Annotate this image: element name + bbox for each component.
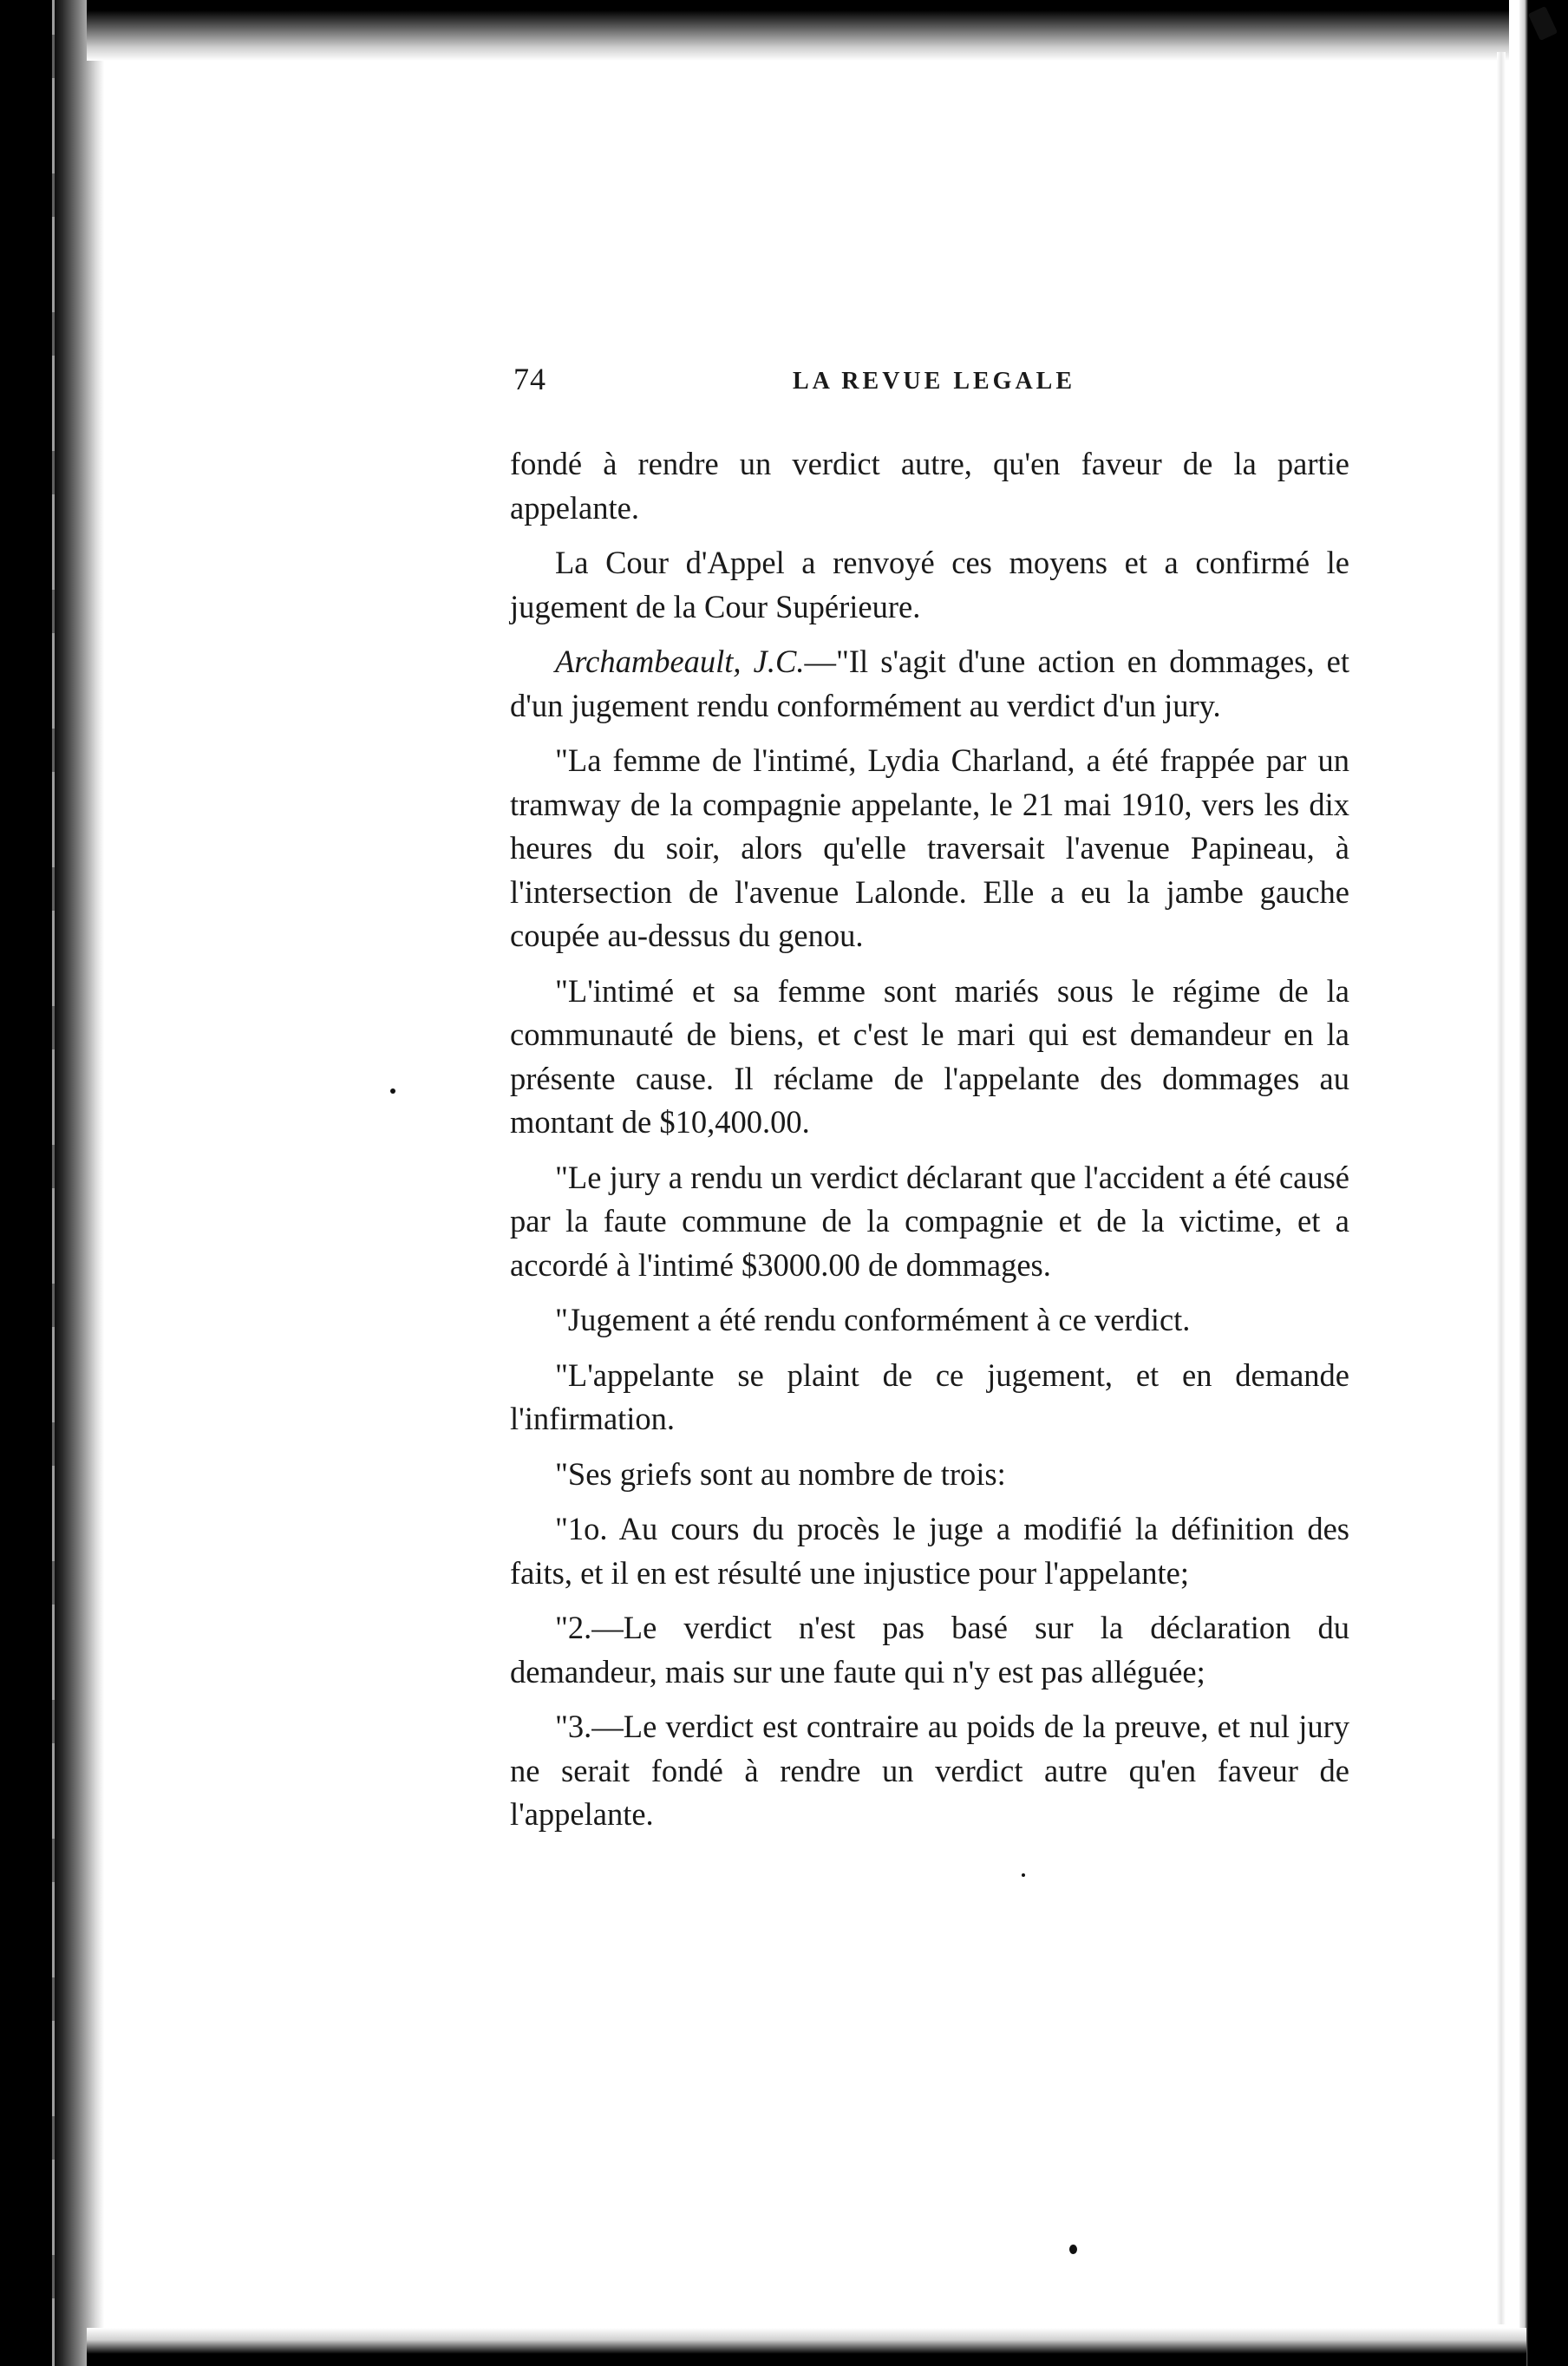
scan-top-edge bbox=[87, 0, 1509, 61]
paragraph-jury-verdict: "Le jury a rendu un verdict déclarant que l'accident a été causé par la faute commune de la compagnie et de la victime, et a accordé à l'intimé $3000.00 de dommages. bbox=[510, 1159, 1349, 1283]
paragraph-grievances-intro: "Ses griefs sont au nombre de trois: bbox=[555, 1455, 1006, 1492]
paragraph-judgment-opening bbox=[510, 640, 1349, 728]
running-title: LA REVUE LEGALE bbox=[792, 368, 1076, 395]
paragraph-facts: "La femme de l'intimé, Lydia Charland, a été frappée par un tramway de la compagnie appelante, le 21 mai 1910, vers les dix heures du soir, alors qu'elle traversait l'avenue Papineau, à l'intersection de l'avenue Lalonde. Elle a eu la jambe gauche coupée au-dessus du genou. bbox=[510, 742, 1349, 953]
judgment-opening-text: —"Il s'agit d'une action en dommages, et d'un jugement rendu conformément au verdict d'un jury. bbox=[510, 644, 1349, 723]
scan-speck bbox=[390, 1088, 395, 1094]
page-number: 74 bbox=[513, 362, 546, 396]
scan-left-edge bbox=[0, 0, 104, 2366]
judge-name: Archambeault, J.C. bbox=[555, 644, 805, 679]
scan-right-edge bbox=[1519, 0, 1568, 2366]
scan-bottom-edge bbox=[87, 2328, 1526, 2366]
page-body bbox=[510, 442, 1349, 1848]
scan-speck bbox=[1022, 1873, 1025, 1877]
grievance-2: "2.—Le verdict n'est pas basé sur la déclaration du demandeur, mais sur une faute qui n'y est pas alléguée; bbox=[510, 1610, 1349, 1690]
grievance-3: "3.—Le verdict est contraire au poids de la preuve, et nul jury ne serait fondé à rendre un verdict autre qu'en faveur de l'appelante. bbox=[510, 1709, 1349, 1832]
paragraph-parties: "L'intimé et sa femme sont mariés sous le régime de la communauté de biens, et c'est le mari qui est demandeur en la présente cause. Il réclame de l'appelante des dommages au montant de $10,400.00. bbox=[510, 972, 1349, 1140]
grievance-1: "1o. Au cours du procès le juge a modifié la définition des faits, et il en est résulté une injustice pour l'appelante; bbox=[510, 1511, 1349, 1591]
paragraph-cour-appel: La Cour d'Appel a renvoyé ces moyens et a confirmé le jugement de la Cour Supérieure. bbox=[510, 545, 1349, 624]
paragraph-continuation: fondé à rendre un verdict autre, qu'en faveur de la partie appelante. bbox=[510, 446, 1349, 526]
paragraph-complaint: "L'appelante se plaint de ce jugement, et en demande l'infirmation. bbox=[510, 1356, 1349, 1436]
paragraph-judgment: "Jugement a été rendu conformément à ce verdict. bbox=[555, 1302, 1191, 1337]
scan-speck bbox=[1069, 2245, 1077, 2254]
page-header bbox=[513, 356, 1355, 408]
